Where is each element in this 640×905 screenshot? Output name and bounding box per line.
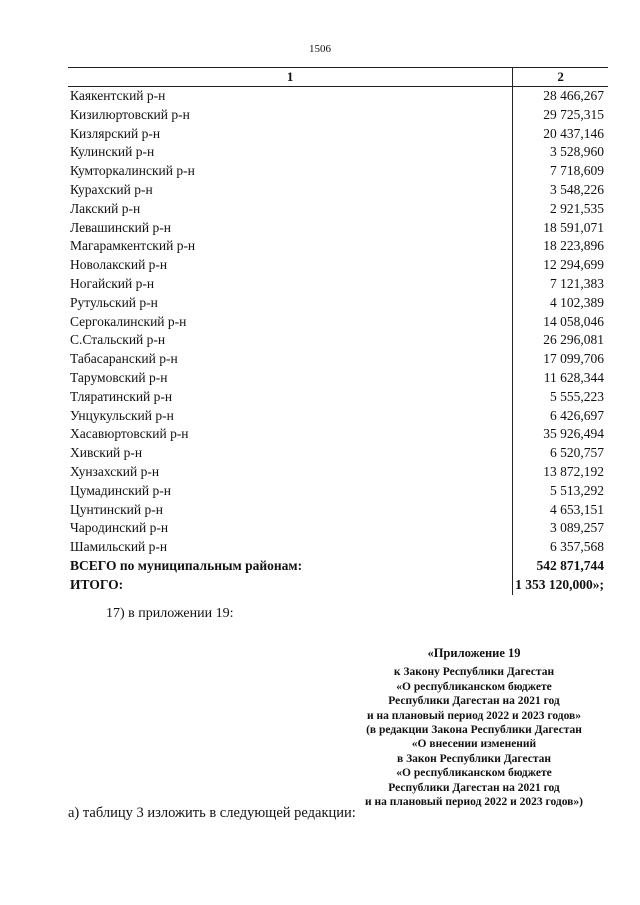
table-header-row xyxy=(68,68,608,87)
district-name: Кулинский р-н xyxy=(70,144,155,160)
table-row xyxy=(68,388,608,407)
district-value: 18 591,071 xyxy=(513,219,608,238)
table-row xyxy=(68,125,608,144)
district-value: 7 121,383 xyxy=(513,275,608,294)
appendix-heading xyxy=(344,646,604,809)
district-name: Чародинский р-н xyxy=(70,520,169,536)
appendix-line: «О внесении изменений xyxy=(411,738,537,751)
table-row xyxy=(68,219,608,238)
column-header-1: 1 xyxy=(68,68,513,87)
total-label: ИТОГО: xyxy=(70,576,124,592)
district-value: 14 058,046 xyxy=(513,313,608,332)
district-value: 29 725,315 xyxy=(513,106,608,125)
district-value: 3 089,257 xyxy=(513,519,608,538)
district-value: 11 628,344 xyxy=(513,369,608,388)
table-row xyxy=(68,331,608,350)
total-value: 1 353 120,000»; xyxy=(513,576,608,595)
instruction-text: а) таблицу 3 изложить в следующей редакции: xyxy=(68,805,356,821)
district-value: 12 294,699 xyxy=(513,256,608,275)
district-value: 7 718,609 xyxy=(513,162,608,181)
district-value: 28 466,267 xyxy=(513,87,608,106)
table-row xyxy=(68,482,608,501)
table-row xyxy=(68,87,608,106)
total-label: ВСЕГО по муниципальным районам: xyxy=(70,557,303,573)
table-row xyxy=(68,162,608,181)
district-name: С.Стальский р-н xyxy=(70,332,166,348)
table-row xyxy=(68,143,608,162)
table-row xyxy=(68,501,608,520)
appendix-line: и на плановый период 2022 и 2023 годов» xyxy=(366,709,582,722)
district-name: Тарумовский р-н xyxy=(70,369,168,385)
table-row xyxy=(68,313,608,332)
district-value: 18 223,896 xyxy=(513,237,608,256)
table-row xyxy=(68,444,608,463)
district-name: Ногайский р-н xyxy=(70,275,155,291)
district-value: 6 520,757 xyxy=(513,444,608,463)
table-row xyxy=(68,519,608,538)
table-row xyxy=(68,463,608,482)
total-value: 542 871,744 xyxy=(513,557,608,576)
district-name: Кизилюртовский р-н xyxy=(70,106,190,122)
district-name: Кумторкалинский р-н xyxy=(70,163,195,179)
appendix-line: «Приложение 19 xyxy=(427,646,521,660)
table-row xyxy=(68,237,608,256)
district-value: 2 921,535 xyxy=(513,200,608,219)
district-name: Кизлярский р-н xyxy=(70,125,161,141)
table-row xyxy=(68,294,608,313)
district-value: 26 296,081 xyxy=(513,331,608,350)
budget-table xyxy=(68,67,608,595)
district-name: Сергокалинский р-н xyxy=(70,313,187,329)
column-header-2: 2 xyxy=(513,68,608,87)
table-row xyxy=(68,181,608,200)
district-name: Хивский р-н xyxy=(70,445,143,461)
district-name: Новолакский р-н xyxy=(70,257,168,273)
table-row xyxy=(68,538,608,557)
appendix-line: в Закон Республики Дагестан xyxy=(397,752,551,765)
district-name: Курахский р-н xyxy=(70,181,153,197)
table-row xyxy=(68,407,608,426)
district-name: Цумадинский р-н xyxy=(70,482,171,498)
appendix-line: «О республиканском бюджете xyxy=(396,680,552,693)
table-row xyxy=(68,369,608,388)
district-name: Цунтинский р-н xyxy=(70,501,163,517)
table-body xyxy=(68,87,608,595)
district-name: Табасаранский р-н xyxy=(70,351,178,367)
district-value: 6 357,568 xyxy=(513,538,608,557)
district-value: 4 102,389 xyxy=(513,294,608,313)
table-row xyxy=(68,200,608,219)
appendix-line: к Закону Республики Дагестан xyxy=(393,666,555,679)
appendix-line: (в редакции Закона Республики Дагестан xyxy=(366,724,582,737)
appendix-line: «О республиканском бюджете xyxy=(396,767,552,780)
district-value: 17 099,706 xyxy=(513,350,608,369)
page-number: 1506 xyxy=(309,43,331,55)
district-name: Шамильский р-н xyxy=(70,539,168,555)
district-name: Магарамкентский р-н xyxy=(70,238,196,254)
appendix-line: Республики Дагестан на 2021 год xyxy=(388,781,560,794)
appendix-line: и на плановый период 2022 и 2023 годов») xyxy=(365,796,583,809)
table-row xyxy=(68,275,608,294)
district-value: 3 548,226 xyxy=(513,181,608,200)
total-row xyxy=(68,576,608,595)
table-row xyxy=(68,106,608,125)
district-value: 35 926,494 xyxy=(513,425,608,444)
district-value: 13 872,192 xyxy=(513,463,608,482)
district-name: Лакский р-н xyxy=(70,200,141,216)
table-row xyxy=(68,350,608,369)
district-name: Хасавюртовский р-н xyxy=(70,426,189,442)
district-name: Унцукульский р-н xyxy=(70,407,174,423)
district-value: 20 437,146 xyxy=(513,125,608,144)
appendix-line: Республики Дагестан на 2021 год xyxy=(388,695,560,708)
table-row xyxy=(68,425,608,444)
district-value: 4 653,151 xyxy=(513,501,608,520)
table-row xyxy=(68,256,608,275)
district-name: Левашинский р-н xyxy=(70,219,171,235)
district-name: Хунзахский р-н xyxy=(70,463,160,479)
total-row xyxy=(68,557,608,576)
item-17-text: 17) в приложении 19: xyxy=(106,606,234,621)
district-value: 5 555,223 xyxy=(513,388,608,407)
district-name: Каякентский р-н xyxy=(70,88,166,103)
district-value: 6 426,697 xyxy=(513,407,608,426)
district-name: Рутульский р-н xyxy=(70,294,158,310)
district-value: 3 528,960 xyxy=(513,143,608,162)
district-value: 5 513,292 xyxy=(513,482,608,501)
district-name: Тляратинский р-н xyxy=(70,388,173,404)
